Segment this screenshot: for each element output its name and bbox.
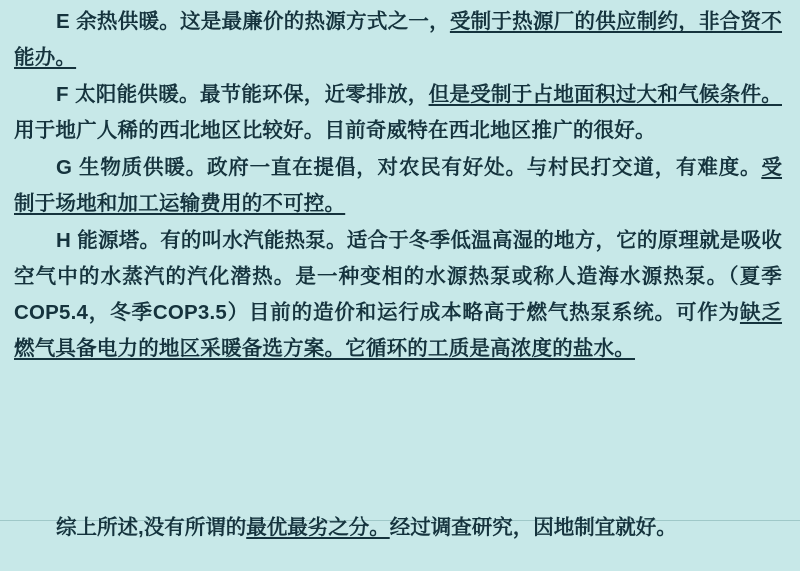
paragraph-title-g: 生物质供暖。 [79,156,207,179]
summary-paragraph [14,511,782,545]
summary-lead: 综上所述,没有所谓的 [56,515,247,539]
paragraph-g [14,150,782,222]
paragraph-marker-e: E [56,10,71,33]
paragraph-f-seg-0: 最节能环保，近零排放， [199,83,429,106]
paragraph-g-seg-0: 政府一直在提倡，对农民有好处。与村民打交道，有难度。 [206,156,762,179]
summary-underlined: 最优最劣之分。 [246,515,390,539]
paragraph-h-seg-0: 有的叫水汽能热泵。适合于冬季低温高湿的地方，它的原理就是吸收空气中的水蒸汽的汽化潜热。是一种变相的水源热泵或称人造海水源热泵。（夏季COP5.4，冬季COP3.5）目前的造价和运行成本略高于燃气热泵系统。可作为 [14,229,782,324]
paragraph-marker-h: H [56,229,72,252]
paragraph-title-f: 太阳能供暖。 [75,83,200,106]
paragraph-f-seg-2: 用于地广人稀的西北地区比较好。目前奇威特在西北地区推广的很好。 [14,119,656,142]
paragraph-e [14,4,782,76]
paragraph-f [14,77,782,149]
paragraph-marker-g: G [56,156,73,179]
paragraph-h-seg-1: 缺乏燃气具备电力的地区采暖备选方案。它循环的工质是高浓度的盐水。 [14,301,783,360]
paragraph-e-seg-0: 这是最廉价的热源方式之一， [179,10,450,33]
paragraph-marker-f: F [56,83,70,106]
summary-tail: 经过调查研究，因地制宜就好。 [389,515,677,539]
paragraph-f-seg-1: 但是受制于占地面积过大和气候条件。 [428,83,782,106]
paragraph-title-h: 能源塔。 [77,229,161,252]
paragraph-g-seg-1: 受制于场地和加工运输费用的不可控。 [14,156,783,215]
paragraph-h [14,223,782,367]
paragraph-e-seg-1: 受制于热源厂的供应制约，非合资不能办。 [14,10,783,69]
paragraph-title-e: 余热供暖。 [76,10,180,33]
